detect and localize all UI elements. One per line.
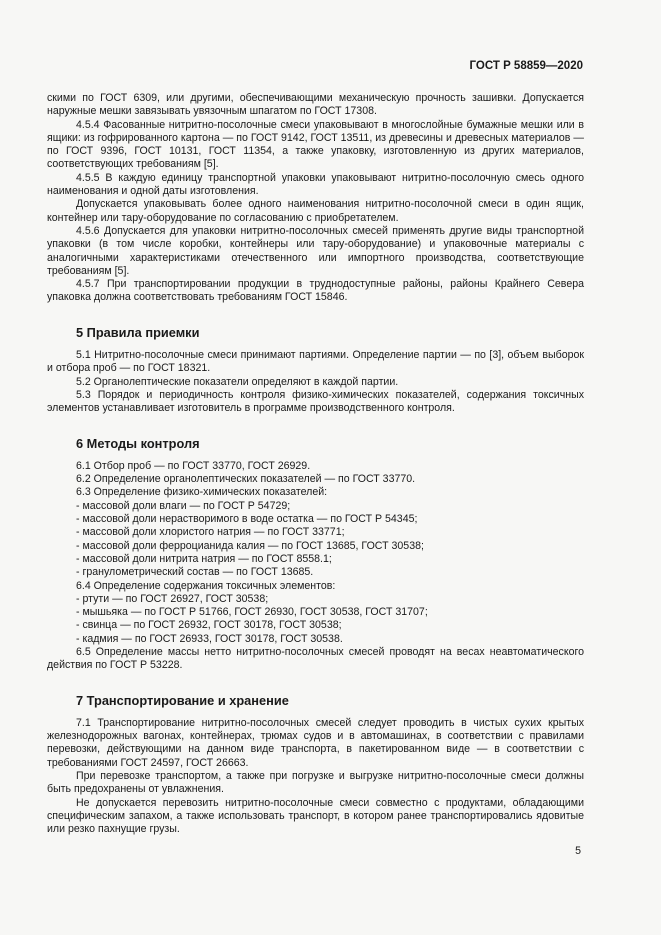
paragraph: 6.4 Определение содержания токсичных элементов: <box>76 579 336 592</box>
list-item: - массовой доли влаги — по ГОСТ Р 54729; <box>76 499 291 512</box>
paragraph: 4.5.6 Допускается для упаковки нитритно-посолочных смесей применять другие виды транспортной упаковки (в том числе коробки, контейнеры или тару-оборудование) и упаковочные материалы с аналогичными характеристиками отечественного или импортного производства, соответствующие требованиям [5]. <box>47 224 584 277</box>
list-item: - ртути — по ГОСТ 26927, ГОСТ 30538; <box>76 592 269 605</box>
paragraph: 6.5 Определение массы нетто нитритно-посолочных смесей проводят на весах неавтоматического действия по ГОСТ Р 53228. <box>47 645 584 672</box>
paragraph: 4.5.5 В каждую единицу транспортной упаковки упаковывают нитритно-посолочную смесь одного наименования и одной даты изготовления. <box>47 171 584 198</box>
list-item: - массовой доли ферроцианида калия — по ГОСТ 13685, ГОСТ 30538; <box>76 539 424 552</box>
list-item: - мышьяка — по ГОСТ Р 51766, ГОСТ 26930, ГОСТ 30538, ГОСТ 31707; <box>76 606 428 619</box>
document-body <box>47 92 584 837</box>
paragraph: 7.1 Транспортирование нитритно-посолочных смесей следует проводить в чистых сухих крытых железнодорожных вагонах, контейнерах, трюмах судов и в автомашинах, в соответствии с правилами перевозки, действующими на данном виде транспорта, в пакетированном виде — в соответствии с требованиями ГОСТ 24597, ГОСТ 26663. <box>47 716 584 769</box>
page-number: 5 <box>575 845 581 857</box>
paragraph: 6.1 Отбор проб — по ГОСТ 33770, ГОСТ 26929. <box>76 459 311 472</box>
method-list <box>47 500 584 580</box>
paragraph: 5.1 Нитритно-посолочные смеси принимают партиями. Определение партии — по [3], объем выборок и отбора проб — по ГОСТ 18321. <box>47 349 584 375</box>
paragraph: 5.2 Органолептические показатели определяют в каждой партии. <box>76 375 399 388</box>
paragraph: 4.5.7 При транспортировании продукции в труднодоступные районы, районы Крайнего Севера упаковка должна соответствовать требованиям ГОСТ 15846. <box>47 278 584 304</box>
list-item: - массовой доли нерастворимого в воде остатка — по ГОСТ Р 54345; <box>76 513 418 526</box>
paragraph: 4.5.4 Фасованные нитритно-посолочные смеси упаковывают в многослойные бумажные мешки или в ящики: из гофрированного картона — по ГОСТ 9142, ГОСТ 13511, из древесины и древесных материалов — по ГОСТ 9396, ГОСТ 10131, ГОСТ 11354, а также упаковку, изготовленную из других материалов, соответствующих требованиям [5]. <box>47 118 584 171</box>
paragraph: скими по ГОСТ 6309, или другими, обеспечивающими механическую прочность зашивки. Допускается наружные мешки завязывать увязочным шпагатом по ГОСТ 17308. <box>47 92 584 118</box>
list-item: - кадмия — по ГОСТ 26933, ГОСТ 30178, ГОСТ 30538. <box>76 632 343 645</box>
paragraph: Не допускается перевозить нитритно-посолочные смеси совместно с продуктами, обладающими специфическим запахом, а также использовать транспорт, в котором ранее транспортировались ядовитые или резко пахнущие грузы. <box>47 796 584 836</box>
list-item: - массовой доли хлористого натрия — по ГОСТ 33771; <box>76 526 345 539</box>
paragraph: 6.2 Определение органолептических показателей — по ГОСТ 33770. <box>76 473 416 486</box>
section-heading: 5 Правила приемки <box>76 324 200 340</box>
toxic-elements-list <box>47 593 584 646</box>
paragraph: 6.3 Определение физико-химических показателей: <box>76 486 328 499</box>
paragraph: 5.3 Порядок и периодичность контроля физико-химических показателей, содержания токсичных элементов устанавливает изготовитель в программе производственного контроля. <box>47 388 584 415</box>
list-item: - свинца — по ГОСТ 26932, ГОСТ 30178, ГОСТ 30538; <box>76 619 342 632</box>
paragraph: При перевозке транспортом, а также при погрузке и выгрузке нитритно-посолочные смеси должны быть предохранены от увлажнения. <box>47 770 584 796</box>
list-item: - массовой доли нитрита натрия — по ГОСТ 8558.1; <box>76 552 332 565</box>
section-heading: 6 Методы контроля <box>76 435 200 451</box>
document-header: ГОСТ Р 58859—2020 <box>469 60 583 72</box>
paragraph: Допускается упаковывать более одного наименования нитритно-посолочной смеси в один ящик, контейнер или тару-оборудование по согласованию с приобретателем. <box>47 198 584 224</box>
list-item: - гранулометрический состав — по ГОСТ 13685. <box>76 566 314 579</box>
section-heading: 7 Транспортирование и хранение <box>76 692 289 708</box>
